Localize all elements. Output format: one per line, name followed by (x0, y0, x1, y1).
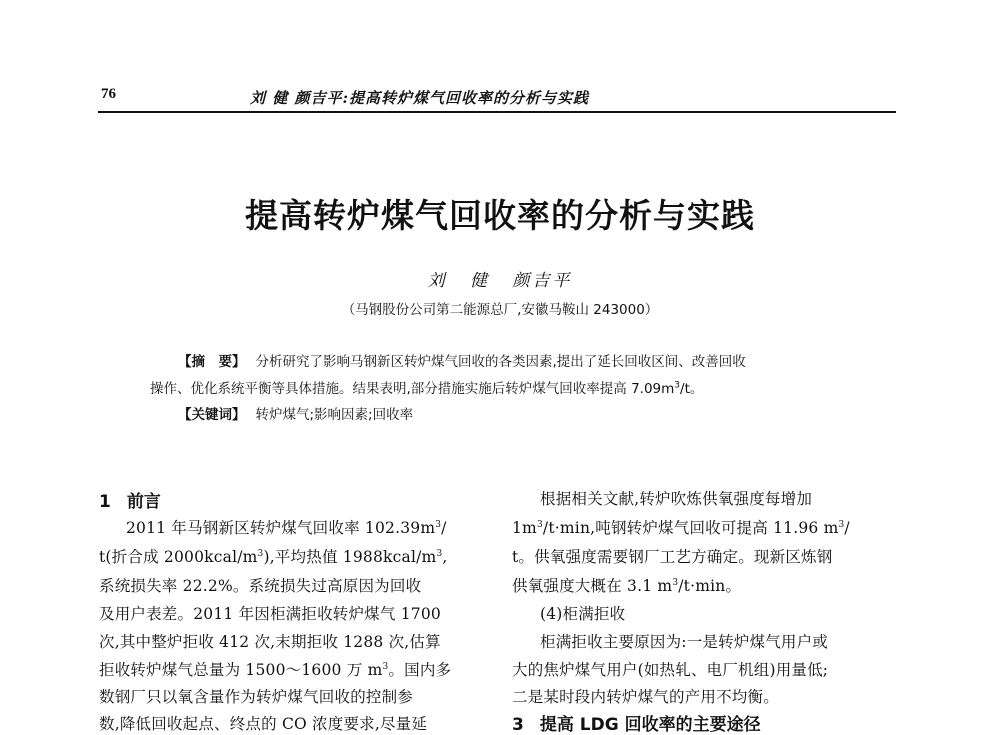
right-line-7 (512, 658, 828, 680)
left-line-2 (99, 545, 448, 567)
left-line-8 (99, 712, 427, 734)
left-line-1 (126, 516, 447, 538)
right-line-5 (540, 602, 625, 624)
text: 数钢厂只以氧含量作为转炉煤气回收的控制参 (99, 688, 414, 706)
superscript: 3 (436, 548, 443, 559)
running-head: 刘 健 颜吉平:提高转炉煤气回收率的分析与实践 (250, 89, 589, 107)
text: 大的焦炉煤气用户(如热轧、电厂机组)用量低; (512, 661, 829, 679)
left-line-5 (99, 630, 441, 652)
keywords-line (178, 403, 413, 423)
text: t。供氧强度需要钢厂工艺方确定。现新区炼钢 (512, 548, 833, 566)
text: 数,降低回收起点、终点的 CO 浓度要求,尽量延 (99, 715, 428, 733)
abstract-text-1: 分析研究了影响马钢新区转炉煤气回收的各类因素,提出了延长回收区间、改善回收 (255, 354, 746, 370)
abstract-line-1 (178, 350, 746, 370)
text: 二是某时段内转炉煤气的产用不均衡。 (512, 688, 779, 706)
keywords-label: 【关键词】 (178, 407, 246, 423)
superscript: 3 (435, 519, 442, 530)
right-line-1 (540, 487, 812, 509)
superscript: 3 (674, 380, 681, 391)
text: 次,其中整炉拒收 412 次,末期拒收 1288 次,估算 (99, 633, 441, 651)
article-title: 提高转炉煤气回收率的分析与实践 (245, 196, 755, 235)
right-line-6 (540, 630, 828, 652)
text: 及用户表差。2011 年因柜满拒收转炉煤气 1700 (99, 605, 441, 623)
affiliation: （马钢股份公司第二能源总厂,安徽马鞍山 243000） (341, 302, 659, 318)
superscript: 3 (382, 661, 389, 672)
abstract-line-2 (150, 377, 703, 397)
left-line-7 (99, 685, 413, 707)
right-line-8 (512, 685, 779, 707)
abstract-text-2: 操作、优化系统平衡等具体措施。结果表明,部分措施实施后转炉煤气回收率提高 7.09m (150, 381, 675, 397)
text: 系统损失率 22.2%。系统损失过高原因为回收 (99, 577, 422, 595)
left-line-4 (99, 602, 441, 624)
header-rule (98, 111, 896, 113)
text: / (441, 519, 447, 537)
abstract-label: 【摘 要】 (178, 354, 246, 370)
text: 柜满拒收主要原因为:一是转炉煤气用户或 (540, 633, 829, 651)
text: 1m (512, 519, 537, 537)
section-1-number: 1 (99, 492, 111, 512)
text: 。国内多 (388, 661, 452, 679)
right-line-2 (512, 516, 850, 538)
page-number: 76 (101, 86, 116, 102)
left-line-3 (99, 574, 421, 596)
superscript: 3 (536, 519, 543, 530)
abstract-text-2-end: /t。 (680, 381, 704, 397)
text: / (844, 519, 850, 537)
text: t(折合成 2000kcal/m (99, 548, 258, 566)
right-line-3 (512, 545, 832, 567)
section-1-title: 前言 (126, 492, 161, 512)
section-3-number: 3 (512, 715, 524, 735)
text: ),平均热值 1988kcal/m (263, 548, 437, 566)
section-3-title: 提高 LDG 回收率的主要途径 (539, 715, 761, 735)
text: , (442, 548, 448, 566)
authors: 刘 健 颜吉平 (427, 271, 573, 291)
section-3-heading (512, 710, 761, 735)
right-line-4 (512, 574, 741, 596)
text: 供氧强度大概在 3.1 m (512, 577, 673, 595)
superscript: 3 (257, 548, 264, 559)
section-1-heading (99, 487, 161, 512)
text: /t·min。 (678, 577, 742, 595)
superscript: 3 (838, 519, 845, 530)
keywords: 转炉煤气;影响因素;回收率 (255, 407, 414, 423)
text: (4)柜满拒收 (540, 605, 626, 623)
superscript: 3 (672, 577, 679, 588)
text: 根据相关文献,转炉吹炼供氧强度每增加 (540, 490, 813, 508)
text: /t·min,吨钢转炉煤气回收可提高 11.96 m (542, 519, 839, 537)
text: 拒收转炉煤气总量为 1500～1600 万 m (99, 661, 383, 679)
text: 2011 年马钢新区转炉煤气回收率 102.39m (126, 519, 436, 537)
left-line-6 (99, 658, 451, 680)
